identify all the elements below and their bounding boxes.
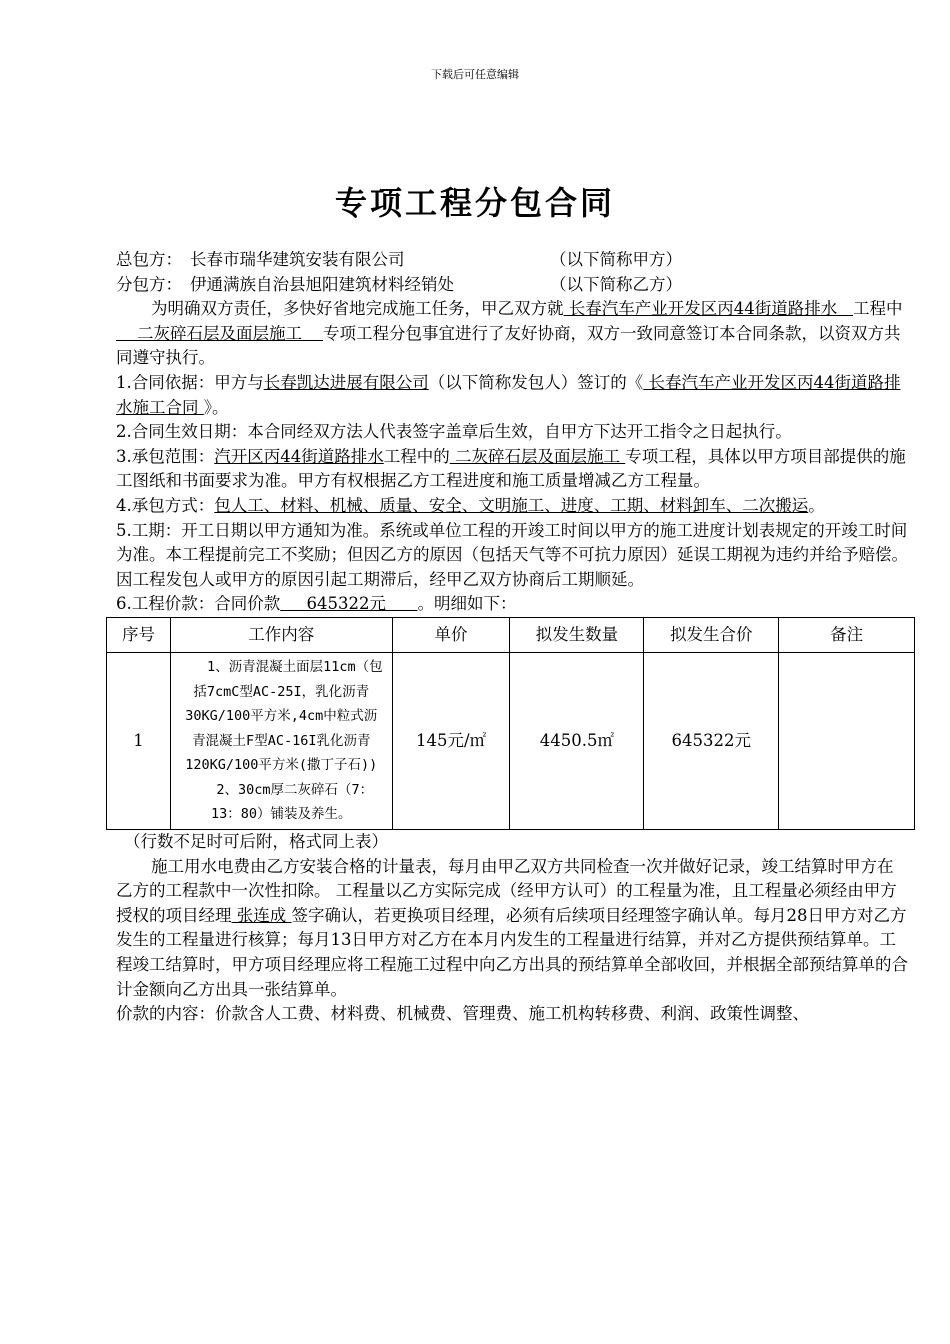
header-remark: 备注 [779, 617, 915, 652]
contract-body [116, 248, 908, 1027]
intro-paragraph [116, 297, 908, 371]
subcontractor-label: 分包方： [116, 274, 182, 294]
cell-quantity: 4450.5㎡ [510, 652, 644, 829]
header-work: 工作内容 [170, 617, 392, 652]
price-detail-table [106, 617, 915, 830]
header-no: 序号 [107, 617, 171, 652]
subcontractor-line [116, 273, 908, 298]
clause-1-text-2: （以下简称发包人）签订的《 [428, 372, 644, 392]
clause-3-project: 汽开区丙44街道路排水 [214, 446, 384, 466]
clause-4-method: 包人工、材料、机械、质量、安全、文明施工、进度、工期、材料卸车、二次搬运 [214, 495, 809, 515]
general-contractor-name: 长春市瑞华建筑安装有限公司 [190, 250, 405, 269]
work-item-2: 2、30cm厚二灰碎石（7：13：80）铺装及养生。 [211, 781, 374, 823]
general-contractor-label: 总包方： [116, 250, 182, 269]
intro-scope: 二灰碎石层及面层施工 [116, 323, 323, 343]
clause-1 [116, 371, 908, 420]
clause-3 [116, 445, 908, 494]
clause-1-text-1: 1.合同依据：甲方与 [116, 372, 264, 392]
utilities-paragraph [116, 855, 908, 1003]
cell-work [170, 652, 392, 829]
intro-text-1: 为明确双方责任，多快好省地完成施工任务，甲乙双方就 [151, 299, 564, 319]
price-content: 价款的内容：价款含人工费、材料费、机械费、管理费、施工机构转移费、利润、政策性调整、 [116, 1004, 809, 1024]
cell-total: 645322元 [644, 652, 779, 829]
clause-2: 2.合同生效日期：本合同经双方法人代表签字盖章后生效，自甲方下达开工指令之日起执行。 [116, 422, 792, 442]
clause-3-text-2: 工程中的 [383, 446, 450, 466]
cell-unit-price: 145元/㎡ [392, 652, 510, 829]
subcontractor-name: 伊通满族自治县旭阳建筑材料经销处 [190, 274, 454, 294]
clause-4 [116, 494, 908, 519]
header-unit-price: 单价 [392, 617, 510, 652]
clause-3-scope: 二灰碎石层及面层施工 [449, 446, 626, 466]
clause-1-text-3: 》。 [203, 397, 229, 417]
subcontractor-alias: （以下简称乙方） [550, 274, 682, 294]
clause-6-contract-price: 645322元 [280, 594, 418, 614]
intro-project-name: 长春汽车产业开发区丙44街道路排水 [563, 299, 853, 319]
general-contractor-alias: （以下简称甲方） [550, 250, 682, 269]
cell-no: 1 [107, 652, 171, 829]
work-item-1: 1、沥青混凝土面层11cm（包括7cmC型AC-25I，乳化沥青30KG/100平方米,4cm中粒式沥青混凝土F型AC-16I乳化沥青120KG/100平方米(撒丁子石)) [185, 658, 383, 774]
table-row [107, 652, 915, 829]
utilities-text-2: 签字确认，若更换项目经理，必须有后续项目经理签字确认单。每月28日甲方对乙方发生的工程量进行核算；每月13日甲方对乙方在本月内发生的工程量进行结算，并对乙方提供预结算单。工程竣工结算时，甲方项目经理应将工程施工过程中向乙方出具的预结算单全部收回，并根据全部预结算单的合计金额向乙方出具一张结算单。 [116, 905, 908, 999]
document-title: 专项工程分包合同 [334, 184, 615, 222]
clause-6 [116, 592, 908, 617]
header-note: 下载后可任意编辑 [431, 68, 519, 81]
clause-4-text-2: 。 [808, 495, 825, 515]
table-note: （行数不足时可后附，格式同上表） [124, 832, 388, 852]
header-quantity: 拟发生数量 [510, 617, 644, 652]
intro-text-3: 专项工程分包事宜进行了友好协商，双方一致同意签订本合同条款，以资双方共同遵守执行。 [116, 323, 901, 368]
clause-1-contract-name: 长春汽车产业开发区丙44街道路排水施工合同 [116, 372, 901, 417]
clause-6-text-1: 6.工程价款：合同价款 [116, 594, 281, 614]
clause-5: 5.工期：开工日期以甲方通知为准。系统或单位工程的开竣工时间以甲方的施工进度计划表规定的开竣工时间为准。本工程提前完工不奖励；但因乙方的原因（包括天气等不可抗力原因）延误工期视为违约并给予赔偿。因工程发包人或甲方的原因引起工期滞后，经甲乙双方协商后工期顺延。 [116, 520, 908, 589]
general-contractor-line [116, 248, 908, 273]
intro-text-2: 工程中 [852, 299, 903, 319]
clause-3-text-1: 3.承包范围： [116, 446, 215, 466]
project-manager-name: 张连成 [231, 905, 292, 925]
clause-3-text-3: 专项工程，具体以甲方项目部提供的施工图纸和书面要求为准。甲方有权根据乙方工程进度和施工质量增减乙方工程量。 [116, 446, 906, 491]
clause-1-employer: 长春凯达进展有限公司 [263, 372, 429, 392]
utilities-text-1: 施工用水电费由乙方安装合格的计量表，每月由甲乙双方共同检查一次并做好记录，竣工结算时甲方在乙方的工程款中一次性扣除。 工程量以乙方实际完成（经甲方认可）的工程量为准，且工程量必须经由甲方授权的项目经理 [116, 856, 897, 925]
cell-remark [779, 652, 915, 829]
clause-6-text-2: 。明细如下： [417, 594, 517, 614]
header-total: 拟发生合价 [644, 617, 779, 652]
table-header-row [107, 617, 915, 652]
clause-4-text-1: 4.承包方式： [116, 495, 215, 515]
